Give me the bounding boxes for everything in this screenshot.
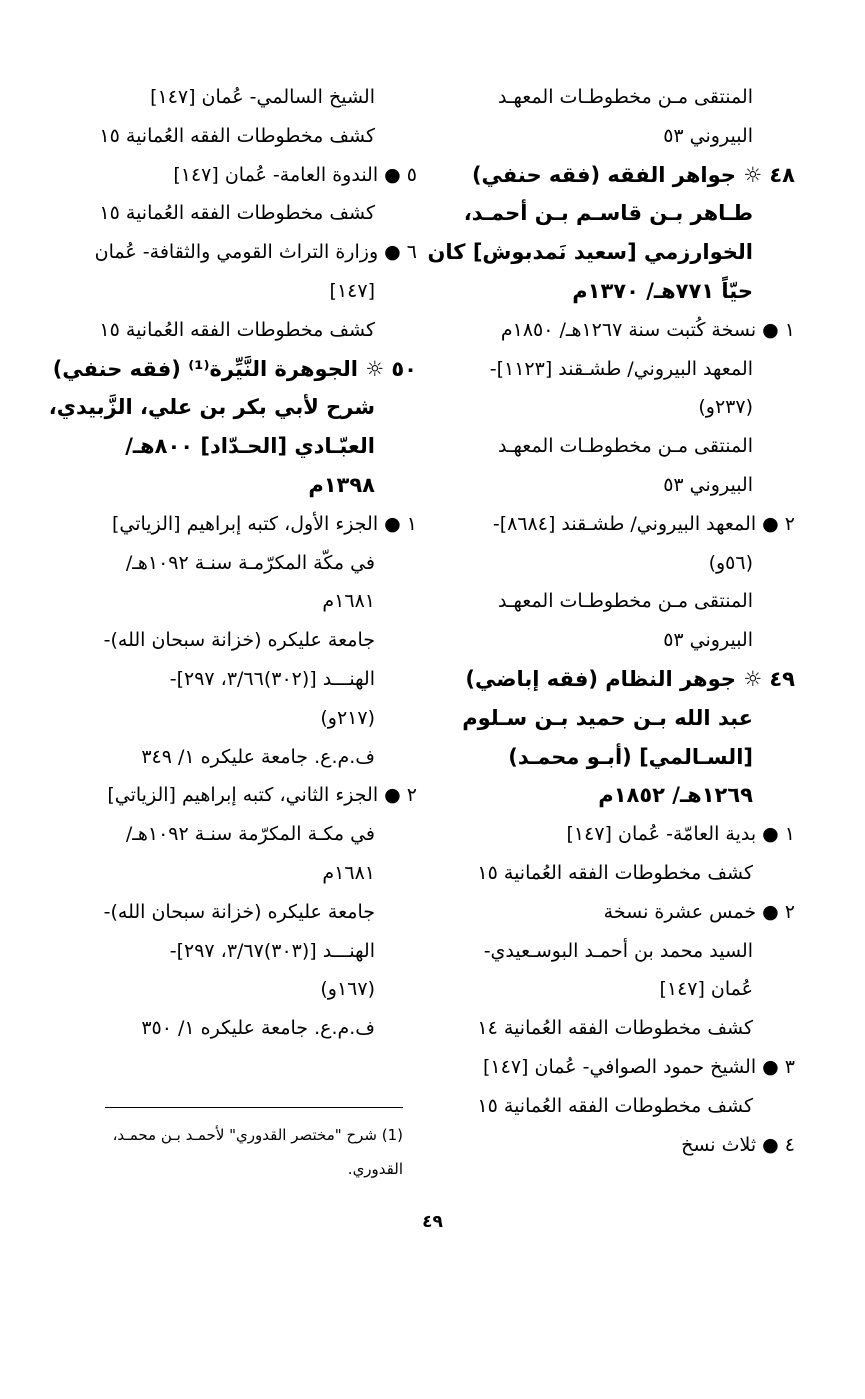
- entry-heading-line: عبد الله بـن حميد بـن سـلوم: [462, 705, 753, 730]
- text-line: المعهد البيروني/ طشـقند [١١٢٣]-: [489, 357, 753, 380]
- entry-heading-line: طـاهر بـن قاسـم بـن أحمـد،: [463, 201, 753, 226]
- text-line: البيروني ٥٣: [663, 124, 753, 147]
- text-line: كشف مخطوطات الفقه العُمانية ١٥: [99, 202, 375, 225]
- footnote-line: (1) شرح "مختصر القدوري" لأحمـد بـن محمـد،: [112, 1126, 403, 1144]
- text-line: جامعة عليكره (خزانة سبحان الله)-: [103, 900, 375, 923]
- text-line: كشف مخطوطات الفقه العُمانية ١٥: [99, 124, 375, 147]
- text-line: (٢١٧و): [320, 706, 375, 729]
- text-line: عُمان [١٤٧]: [659, 978, 753, 1001]
- text-line: ف.م.ع. جامعة عليكره ١/ ٣٥٠: [141, 1017, 375, 1040]
- text-line: المنتقى مـن مخطوطـات المعهـد: [497, 590, 753, 613]
- text-line: جامعة عليكره (خزانة سبحان الله)-: [103, 629, 375, 652]
- left-column: [47, 78, 417, 1048]
- text-line: ف.م.ع. جامعة عليكره ١/ ٣٤٩: [141, 745, 375, 768]
- entry-heading-line: حيّاً ٧٧١هـ/ ١٣٧٠م: [572, 278, 753, 303]
- text-line: ٥ ● الندوة العامة- عُمان [١٤٧]: [173, 163, 417, 186]
- text-line: ٤ ● ثلاث نسخ: [681, 1133, 795, 1156]
- entry-heading-line: [السـالمي] (أبـو محمـد): [508, 744, 753, 769]
- right-column: [427, 78, 795, 1164]
- text-line: ٢ ● خمس عشرة نسخة: [603, 900, 795, 923]
- footnote: [73, 1118, 403, 1186]
- text-line: في مكـة المكرّمة سنـة ١٠٩٢هـ/: [125, 823, 375, 846]
- entry-heading-line: شرح لأبي بكر بن علي، الزَّبيدي،: [48, 395, 375, 420]
- text-line: ١٦٨١م: [322, 861, 375, 884]
- text-line: الهنـــد [(٣٠٣)٣/٦٧، ٢٩٧]-: [169, 939, 375, 962]
- entry-heading-line: ٤٨ ☼ جواهر الفقه (فقه حنفي): [471, 162, 795, 187]
- text-line: كشف مخطوطات الفقه العُمانية ١٥: [477, 1094, 753, 1117]
- entry-heading-line: ١٢٦٩هـ/ ١٨٥٢م: [598, 783, 753, 808]
- text-line: المنتقى مـن مخطوطـات المعهـد: [497, 86, 753, 108]
- text-line: [١٤٧]: [329, 279, 375, 302]
- text-line: السيد محمد بن أحمـد البوسـعيدي-: [483, 939, 753, 962]
- entry-heading-line: الخوارزمي [سعيد نَمدبوش] كان: [427, 240, 753, 265]
- text-line: ١ ● الجزء الأول، كتبه إبراهيم [الزياتي]: [111, 512, 417, 535]
- text-line: البيروني ٥٣: [663, 473, 753, 496]
- footnote-divider: [105, 1107, 403, 1108]
- footnote-line: القدوري.: [347, 1160, 403, 1178]
- entry-heading-line: ٤٩ ☼ جوهر النظام (فقه إباضي): [465, 666, 795, 691]
- text-line: كشف مخطوطات الفقه العُمانية ١٤: [477, 1017, 753, 1040]
- entry-heading-line: العبّـادي [الحـدّاد] ٨٠٠هـ/: [125, 434, 375, 459]
- text-line: ١ ● بدية العامّة- عُمان [١٤٧]: [566, 823, 795, 846]
- entry-heading-line: ١٣٩٨م: [308, 472, 375, 497]
- text-line: (٥٦و): [708, 551, 753, 574]
- text-line: ٢ ● الجزء الثاني، كتبه إبراهيم [الزياتي]: [107, 784, 417, 807]
- text-line: ٦ ● وزارة التراث القومي والثقافة- عُمان: [94, 241, 417, 264]
- text-line: (١٦٧و): [320, 978, 375, 1001]
- page-number: ٤٩: [422, 1212, 443, 1232]
- text-line: ٢ ● المعهد البيروني/ طشـقند [٨٦٨٤]-: [492, 512, 795, 535]
- text-line: (٢٣٧و): [698, 396, 753, 419]
- text-line: في مكّة المكرّمـة سنـة ١٠٩٢هـ/: [125, 551, 375, 574]
- text-line: الهنـــد [(٣٠٢)٣/٦٦، ٢٩٧]-: [169, 667, 375, 690]
- text-line: الشيخ السالمي- عُمان [١٤٧]: [150, 86, 375, 108]
- text-line: ١٦٨١م: [322, 590, 375, 613]
- entry-heading-line: ٥٠ ☼ الجوهرة النَّيِّرة⁽¹⁾ (فقه حنفي): [52, 356, 417, 381]
- text-line: البيروني ٥٣: [663, 629, 753, 652]
- text-line: ١ ● نسخة كُتبت سنة ١٢٦٧هـ/ ١٨٥٠م: [500, 318, 795, 341]
- text-line: كشف مخطوطات الفقه العُمانية ١٥: [99, 318, 375, 341]
- text-line: المنتقى مـن مخطوطـات المعهـد: [497, 435, 753, 458]
- text-line: كشف مخطوطات الفقه العُمانية ١٥: [477, 861, 753, 884]
- text-line: ٣ ● الشيخ حمود الصوافي- عُمان [١٤٧]: [483, 1055, 795, 1078]
